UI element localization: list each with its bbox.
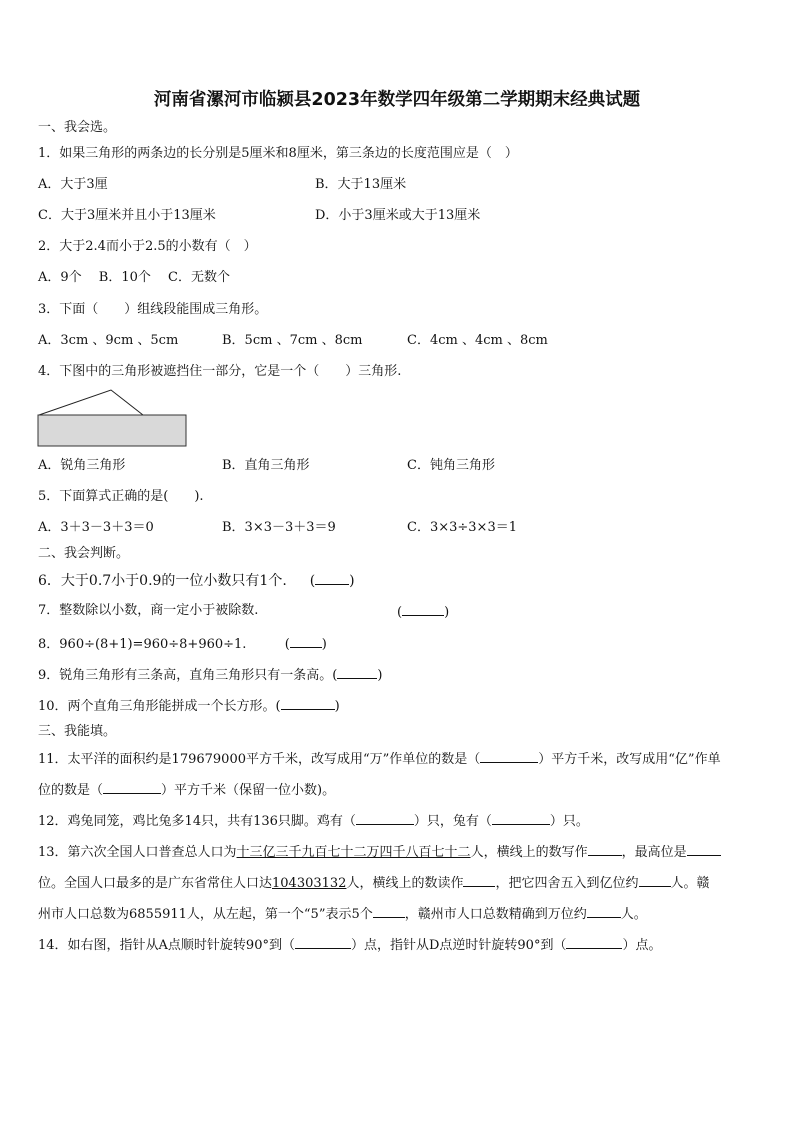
question-4-stem: 4．下图中的三角形被遮挡住一部分，它是一个（ ）三角形. xyxy=(38,364,402,379)
question-11-text-4: ）平方千米（保留一位小数)。 xyxy=(161,783,336,798)
question-13-line-3 xyxy=(38,905,647,923)
question-12-text-3: ）只。 xyxy=(549,814,589,829)
question-5-stem: 5．下面算式正确的是( ). xyxy=(38,489,204,504)
question-8-paren-right: ) xyxy=(321,637,327,652)
question-12-blank-rabbits[interactable] xyxy=(492,812,550,825)
partially-hidden-triangle-figure xyxy=(36,388,190,454)
question-12-text-2: ）只，兔有（ xyxy=(413,814,492,829)
question-5-option-b: B．3×3－3＋3＝9 xyxy=(222,520,336,535)
question-4-option-c: C．钝角三角形 xyxy=(407,458,495,473)
question-13-blank-1[interactable] xyxy=(588,843,622,856)
question-11-line-2 xyxy=(38,781,335,799)
question-13-text-6: ，把它四舍五入到亿位约 xyxy=(495,876,639,891)
question-14-text-1: 14．如右图，指针从A点顺时针旋转90°到（ xyxy=(38,938,295,953)
question-11-text-1: 11．太平洋的面积约是179679000平方千米，改写成用“万”作单位的数是（ xyxy=(38,752,481,767)
question-3-option-a: A．3cm 、9cm 、5cm xyxy=(38,333,179,348)
section-3-heading: 三、我能填。 xyxy=(38,724,117,739)
question-11-text-2: ）平方千米，改写成用“亿”作单 xyxy=(538,752,721,767)
question-9-stem: 9．锐角三角形有三条高，直角三角形只有一条高。 xyxy=(38,668,333,683)
question-2-stem: 2．大于2.4而小于2.5的小数有（ ） xyxy=(38,239,257,254)
visible-triangle-edges xyxy=(39,390,143,415)
question-6 xyxy=(38,572,355,589)
question-5-option-c: C．3×3÷3×3＝1 xyxy=(407,520,517,535)
question-12 xyxy=(38,812,589,830)
question-3-option-b: B．5cm 、7cm 、8cm xyxy=(222,333,363,348)
question-7-answer xyxy=(397,603,449,621)
question-14 xyxy=(38,936,661,954)
section-1-heading: 一、我会选。 xyxy=(38,120,117,135)
question-13-line-2 xyxy=(38,874,710,892)
triangle-figure-svg xyxy=(36,388,190,450)
question-4-option-a: A．锐角三角形 xyxy=(38,458,126,473)
question-3-stem: 3．下面（ ）组线段能围成三角形。 xyxy=(38,302,268,317)
question-4-option-b: B．直角三角形 xyxy=(222,458,310,473)
question-6-paren-right: ) xyxy=(349,573,355,589)
question-1-option-b: B．大于13厘米 xyxy=(315,177,407,192)
question-13-blank-3[interactable] xyxy=(463,874,495,887)
question-9-answer-blank[interactable] xyxy=(337,666,377,679)
section-2-heading: 二、我会判断。 xyxy=(38,546,130,561)
question-13-text-1: 13．第六次全国人口普查总人口为 xyxy=(38,845,237,860)
question-7-paren-right: ) xyxy=(444,605,450,620)
page-title: 河南省漯河市临颍县2023年数学四年级第二学期期末经典试题 xyxy=(153,90,641,110)
question-14-blank-1[interactable] xyxy=(295,936,351,949)
question-1-option-d: D．小于3厘米或大于13厘米 xyxy=(315,208,481,223)
question-12-blank-chickens[interactable] xyxy=(356,812,414,825)
question-7-answer-blank[interactable] xyxy=(402,603,444,616)
question-13-text-5: 人，横线上的数读作 xyxy=(346,876,464,891)
question-13-line-1 xyxy=(38,843,721,861)
question-11-blank-1[interactable] xyxy=(480,750,538,763)
question-8-paren-left: ( xyxy=(284,637,290,652)
question-13-text-3: ，最高位是 xyxy=(621,845,687,860)
question-5-option-a: A．3＋3－3＋3＝0 xyxy=(38,520,154,535)
question-13-blank-2[interactable] xyxy=(687,843,721,856)
question-7-paren-left: ( xyxy=(397,605,403,620)
question-9-paren-left: ( xyxy=(332,668,338,683)
question-14-text-2: ）点，指针从D点逆时针旋转90°到（ xyxy=(350,938,567,953)
question-13-text-9: ，赣州市人口总数精确到万位约 xyxy=(404,907,587,922)
question-8-answer-blank[interactable] xyxy=(290,635,322,648)
question-10-paren-left: ( xyxy=(275,699,281,714)
question-13-text-7: 人。赣 xyxy=(670,876,710,891)
question-14-text-3: ）点。 xyxy=(622,938,662,953)
question-1-stem: 1．如果三角形的两条边的长分别是5厘米和8厘米，第三条边的长度范围应是（ ） xyxy=(38,146,518,161)
question-14-blank-2[interactable] xyxy=(566,936,622,949)
question-13-text-4: 位。全国人口最多的是广东省常住人口达 xyxy=(38,876,273,891)
question-13-text-10: 人。 xyxy=(620,907,647,922)
question-10-stem: 10．两个直角三角形能拼成一个长方形。 xyxy=(38,699,276,714)
covering-rectangle xyxy=(38,415,186,446)
question-6-paren-left: ( xyxy=(309,573,316,589)
question-2-options: A．9个 B．10个 C．无数个 xyxy=(38,270,230,285)
question-1-option-a: A．大于3厘 xyxy=(38,177,108,192)
question-13-underlined-number: 104303132 xyxy=(272,876,347,891)
question-13-text-2: 人，横线上的数写作 xyxy=(470,845,588,860)
question-13-blank-5[interactable] xyxy=(373,905,405,918)
question-11-text-3: 位的数是（ xyxy=(38,783,104,798)
question-8-stem: 8．960÷(8+1)=960÷8+960÷1. xyxy=(38,637,247,652)
question-9-paren-right: ) xyxy=(377,668,383,683)
question-10 xyxy=(38,697,340,715)
question-13-underlined-number-words: 十三亿三千九百七十二万四千八百七十二 xyxy=(236,845,471,860)
question-11-blank-2[interactable] xyxy=(103,781,161,794)
question-7-stem: 7．整数除以小数，商一定小于被除数. xyxy=(38,603,259,618)
question-9 xyxy=(38,666,382,684)
question-8 xyxy=(38,635,327,653)
question-13-blank-6[interactable] xyxy=(587,905,621,918)
question-10-answer-blank[interactable] xyxy=(281,697,335,710)
question-6-answer-blank[interactable] xyxy=(315,572,349,585)
question-1-option-c: C．大于3厘米并且小于13厘米 xyxy=(38,208,216,223)
question-10-paren-right: ) xyxy=(334,699,340,714)
question-7 xyxy=(38,603,258,619)
question-6-stem: 6．大于0.7小于0.9的一位小数只有1个. xyxy=(38,573,287,589)
question-13-blank-4[interactable] xyxy=(639,874,671,887)
question-13-text-8: 州市人口总数为6855911人，从左起，第一个“5”表示5个 xyxy=(38,907,373,922)
question-12-text-1: 12．鸡兔同笼，鸡比兔多14只，共有136只脚。鸡有（ xyxy=(38,814,356,829)
question-3-option-c: C．4cm 、4cm 、8cm xyxy=(407,333,548,348)
question-11-line-1 xyxy=(38,750,721,768)
